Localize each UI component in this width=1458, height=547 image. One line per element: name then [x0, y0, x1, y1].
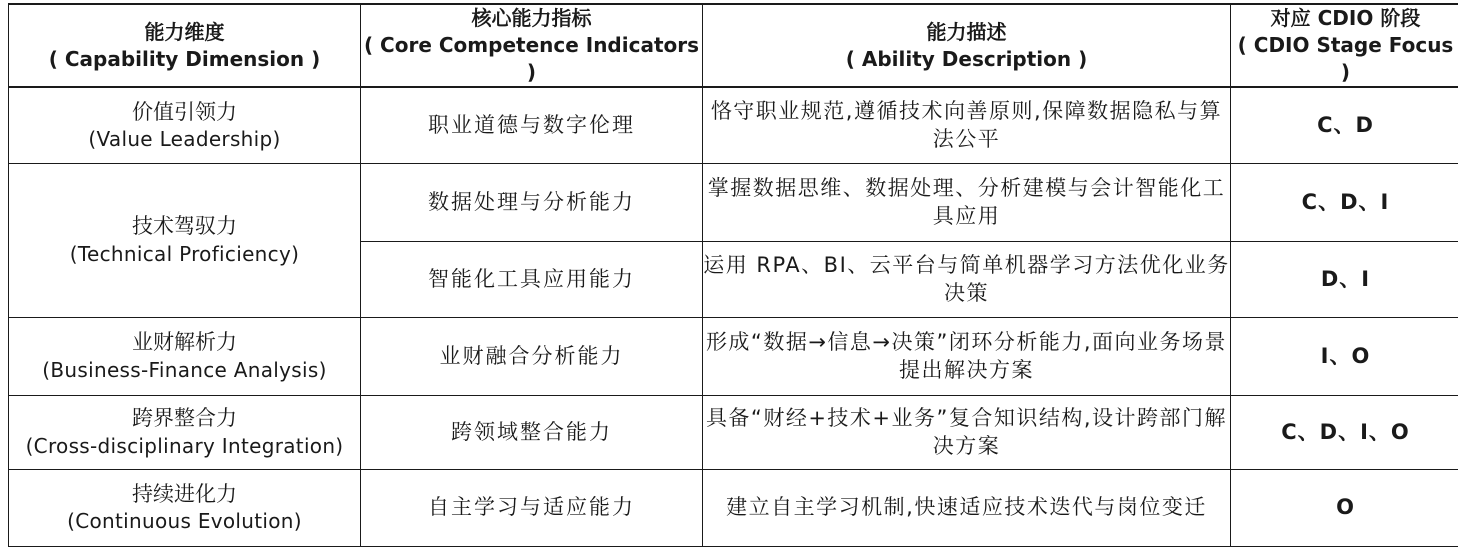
header-stage-en: ( CDIO Stage Focus ) — [1231, 32, 1458, 86]
table-header — [9, 4, 1458, 87]
dimension-en: (Value Leadership) — [9, 126, 360, 153]
table-row — [9, 317, 1458, 395]
dimension-cell — [9, 163, 361, 317]
indicator-cell: 跨领域整合能力 — [361, 395, 703, 469]
dimension-zh: 业财解析力 — [9, 328, 360, 356]
table-row — [9, 87, 1458, 163]
indicator-cell: 职业道德与数字伦理 — [361, 87, 703, 163]
indicator-cell: 自主学习与适应能力 — [361, 469, 703, 546]
stage-cell: C、D、I、O — [1231, 395, 1458, 469]
header-indicator — [361, 4, 703, 87]
description-cell: 恪守职业规范,遵循技术向善原则,保障数据隐私与算法公平 — [703, 87, 1231, 163]
capability-table — [8, 3, 1458, 547]
table-row — [9, 395, 1458, 469]
header-description-en: ( Ability Description ) — [703, 46, 1230, 73]
header-description — [703, 4, 1231, 87]
dimension-zh: 技术驾驭力 — [9, 212, 360, 240]
table-row — [9, 469, 1458, 546]
header-description-zh: 能力描述 — [703, 19, 1230, 46]
dimension-cell — [9, 469, 361, 546]
dimension-en: (Business-Finance Analysis) — [9, 357, 360, 384]
dimension-zh: 持续进化力 — [9, 480, 360, 508]
table-row — [9, 163, 1458, 241]
stage-cell: C、D — [1231, 87, 1458, 163]
indicator-cell: 数据处理与分析能力 — [361, 163, 703, 241]
stage-cell: O — [1231, 469, 1458, 546]
description-cell: 具备“财经+技术+业务”复合知识结构,设计跨部门解决方案 — [703, 395, 1231, 469]
description-cell: 形成“数据→信息→决策”闭环分析能力,面向业务场景提出解决方案 — [703, 317, 1231, 395]
header-indicator-en: ( Core Competence Indicators ) — [361, 32, 702, 86]
indicator-cell: 业财融合分析能力 — [361, 317, 703, 395]
dimension-zh: 跨界整合力 — [9, 404, 360, 432]
dimension-zh: 价值引领力 — [9, 98, 360, 126]
stage-cell: D、I — [1231, 241, 1458, 317]
dimension-en: (Technical Proficiency) — [9, 241, 360, 268]
description-cell: 建立自主学习机制,快速适应技术迭代与岗位变迁 — [703, 469, 1231, 546]
header-stage — [1231, 4, 1458, 87]
indicator-cell: 智能化工具应用能力 — [361, 241, 703, 317]
dimension-cell — [9, 87, 361, 163]
header-dimension-en: ( Capability Dimension ) — [9, 46, 360, 73]
table-body — [9, 87, 1458, 546]
header-stage-zh: 对应 CDIO 阶段 — [1231, 5, 1458, 32]
description-cell: 运用 RPA、BI、云平台与简单机器学习方法优化业务决策 — [703, 241, 1231, 317]
stage-cell: I、O — [1231, 317, 1458, 395]
header-indicator-zh: 核心能力指标 — [361, 5, 702, 32]
header-row — [9, 4, 1458, 87]
dimension-en: (Cross-disciplinary Integration) — [9, 433, 360, 460]
description-cell: 掌握数据思维、数据处理、分析建模与会计智能化工具应用 — [703, 163, 1231, 241]
stage-cell: C、D、I — [1231, 163, 1458, 241]
header-dimension-zh: 能力维度 — [9, 19, 360, 46]
dimension-cell — [9, 395, 361, 469]
dimension-cell — [9, 317, 361, 395]
dimension-en: (Continuous Evolution) — [9, 508, 360, 535]
header-dimension — [9, 4, 361, 87]
